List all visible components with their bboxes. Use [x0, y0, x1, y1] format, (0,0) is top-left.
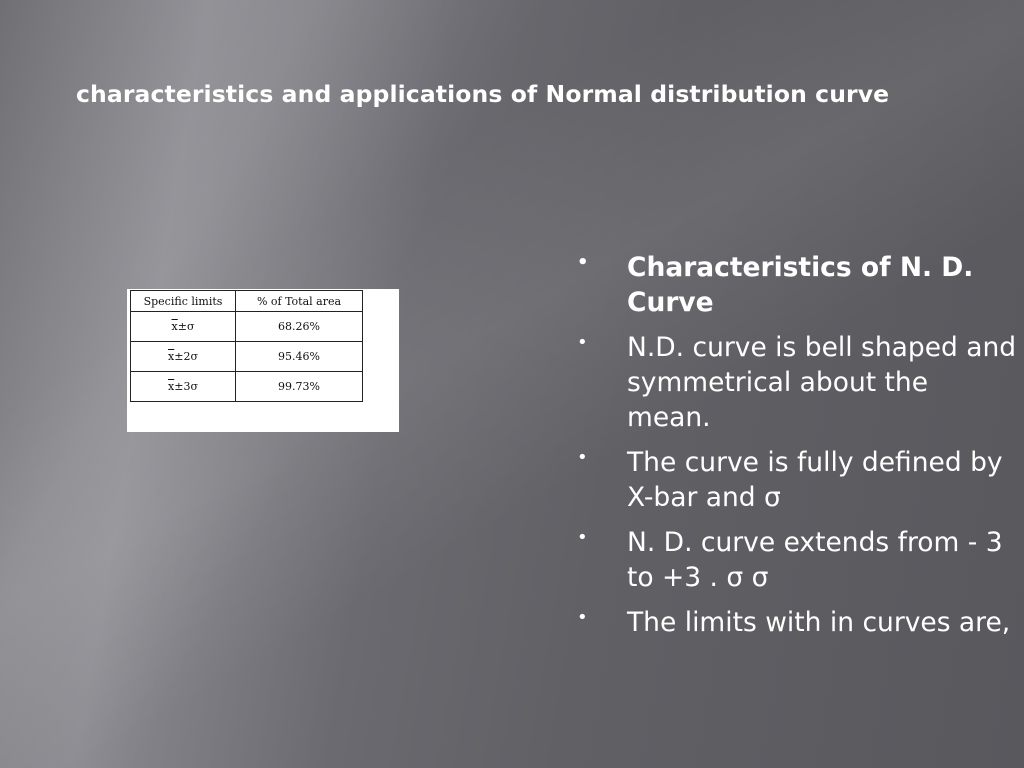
table-cell-area: 99.73%: [236, 372, 363, 402]
bullet-icon: •: [577, 252, 589, 273]
bullet-item: [577, 605, 1017, 640]
table-cell-limit: [131, 342, 236, 372]
bullet-item: [577, 330, 1017, 435]
table-cell-limit: [131, 312, 236, 342]
bullet-text: The limits with in curves are,: [627, 607, 1011, 638]
limit-value: ±σ: [177, 320, 195, 333]
limits-table: [130, 290, 363, 402]
bullet-item: [577, 250, 1017, 320]
table-cell-limit: [131, 372, 236, 402]
bullet-icon: •: [577, 527, 588, 548]
x-bar-symbol: $\overline{x}$: [171, 320, 178, 333]
bullet-item: [577, 445, 1017, 515]
table-row: [131, 312, 363, 342]
table-header-row: [131, 291, 363, 312]
table-header-cell: % of Total area: [236, 291, 363, 312]
bullet-icon: •: [577, 607, 588, 628]
table-row: [131, 372, 363, 402]
x-bar-symbol: $\overline{x}$: [168, 350, 175, 363]
bullet-text: Characteristics of N. D. Curve: [627, 252, 974, 318]
slide-title: characteristics and applications of Normal distribution curve: [76, 80, 890, 108]
bullet-list: [577, 250, 1017, 650]
limit-value: ±2σ: [174, 350, 198, 363]
x-bar-symbol: $\overline{x}$: [168, 380, 175, 393]
bullet-text: The curve is fully defined by X-bar and σ: [627, 447, 1003, 513]
table-cell-area: 68.26%: [236, 312, 363, 342]
table-cell-area: 95.46%: [236, 342, 363, 372]
table-header-cell: Specific limits: [131, 291, 236, 312]
limits-table-image: [127, 289, 399, 432]
bullet-icon: •: [577, 332, 588, 353]
bullet-item: [577, 525, 1017, 595]
bullet-text: N. D. curve extends from - 3 to +3 . σ σ: [627, 527, 1003, 593]
bullet-icon: •: [577, 447, 588, 468]
bullet-text: N.D. curve is bell shaped and symmetrical about the mean.: [627, 332, 1017, 433]
table-row: [131, 342, 363, 372]
limit-value: ±3σ: [174, 380, 198, 393]
